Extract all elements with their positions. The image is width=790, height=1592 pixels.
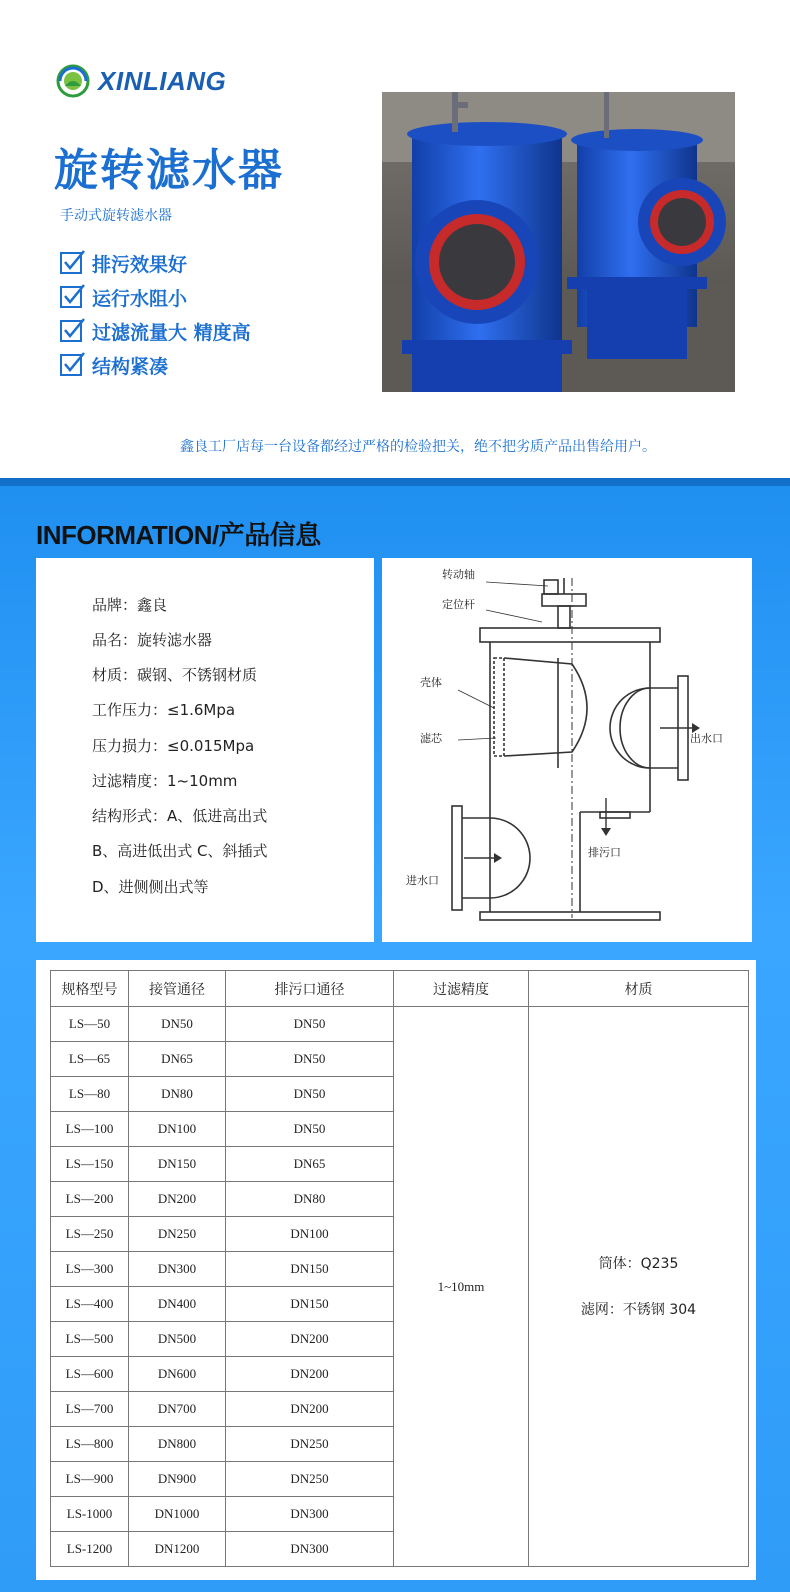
info-filter-precision: 过滤精度：1~10mm	[92, 772, 238, 790]
info-section-title: INFORMATION/产品信息	[36, 520, 321, 550]
cell-drain: DN100	[226, 1217, 394, 1252]
material-body: 筒体：Q235	[598, 1255, 679, 1272]
cell-model: LS—400	[51, 1287, 129, 1322]
cell-drain: DN80	[226, 1182, 394, 1217]
cell-model: LS—250	[51, 1217, 129, 1252]
product-subtitle: 手动式旋转滤水器	[60, 208, 172, 224]
checkmark-icon	[60, 320, 82, 342]
cell-model: LS-1000	[51, 1497, 129, 1532]
cell-drain: DN150	[226, 1252, 394, 1287]
cell-drain: DN50	[226, 1007, 394, 1042]
label-core: 滤芯	[420, 732, 442, 745]
structure-diagram	[382, 558, 752, 942]
cell-pipe: DN700	[129, 1392, 226, 1427]
cell-model: LS—65	[51, 1042, 129, 1077]
cell-pipe: DN500	[129, 1322, 226, 1357]
feature-item	[60, 280, 251, 314]
structure-diagram-card	[382, 558, 752, 942]
cell-drain: DN300	[226, 1497, 394, 1532]
cell-pipe: DN200	[129, 1182, 226, 1217]
cell-drain: DN200	[226, 1357, 394, 1392]
feature-label: 结构紧凑	[92, 355, 169, 378]
header-material: 材质	[529, 971, 749, 1007]
material-mesh: 滤网：不锈钢 304	[580, 1301, 697, 1318]
feature-label: 运行水阻小	[92, 287, 188, 310]
cell-drain: DN250	[226, 1462, 394, 1497]
info-product-name: 品名：旋转滤水器	[92, 631, 213, 649]
cell-drain: DN200	[226, 1322, 394, 1357]
info-structure-d: D、进侧侧出式等	[92, 878, 209, 896]
cell-model: LS—500	[51, 1322, 129, 1357]
cell-model: LS—900	[51, 1462, 129, 1497]
cell-drain: DN150	[226, 1287, 394, 1322]
header-precision: 过滤精度	[394, 971, 529, 1007]
cell-pipe: DN80	[129, 1077, 226, 1112]
hero-section	[0, 0, 790, 478]
spec-table	[50, 970, 749, 1567]
feature-item	[60, 348, 251, 382]
cell-model: LS—700	[51, 1392, 129, 1427]
checkmark-icon	[60, 252, 82, 274]
quality-tagline: 鑫良工厂店每一台设备都经过严格的检验把关，绝不把劣质产品出售给用户。	[180, 439, 656, 455]
cell-pipe: DN65	[129, 1042, 226, 1077]
cell-drain: DN250	[226, 1427, 394, 1462]
cell-pipe: DN50	[129, 1007, 226, 1042]
cell-pipe: DN1000	[129, 1497, 226, 1532]
label-outlet: 出水口	[690, 732, 723, 745]
info-structure: 结构形式：A、低进高出式	[92, 807, 268, 825]
info-brand: 品牌：鑫良	[92, 596, 168, 614]
cell-model: LS—600	[51, 1357, 129, 1392]
cell-drain: DN65	[226, 1147, 394, 1182]
cell-drain: DN50	[226, 1077, 394, 1112]
cell-model: LS—200	[51, 1182, 129, 1217]
cell-material	[529, 1007, 749, 1567]
feature-label: 过滤流量大 精度高	[92, 321, 251, 344]
label-rod: 定位杆	[442, 598, 475, 611]
product-photo	[382, 92, 735, 392]
feature-list	[60, 246, 251, 382]
cell-drain: DN50	[226, 1112, 394, 1147]
cell-model: LS—100	[51, 1112, 129, 1147]
cell-pipe: DN100	[129, 1112, 226, 1147]
checkmark-icon	[60, 354, 82, 376]
cell-pipe: DN250	[129, 1217, 226, 1252]
cell-drain: DN200	[226, 1392, 394, 1427]
logo-text: XINLIANG	[98, 65, 227, 96]
info-structure-b-c: B、高进低出式 C、斜插式	[92, 842, 268, 860]
cell-drain: DN50	[226, 1042, 394, 1077]
brand-logo[interactable]	[56, 64, 226, 98]
spec-table-card	[36, 960, 756, 1580]
product-info-card	[36, 558, 374, 942]
cell-pipe: DN900	[129, 1462, 226, 1497]
feature-label: 排污效果好	[92, 253, 188, 276]
label-shaft: 转动轴	[442, 568, 475, 581]
table-header-row	[51, 971, 749, 1007]
cell-model: LS—80	[51, 1077, 129, 1112]
cell-pipe: DN1200	[129, 1532, 226, 1567]
header-model: 规格型号	[51, 971, 129, 1007]
header-pipe-diameter: 接管通径	[129, 971, 226, 1007]
cell-pipe: DN300	[129, 1252, 226, 1287]
product-title: 旋转滤水器	[54, 145, 284, 196]
cell-model: LS-1200	[51, 1532, 129, 1567]
cell-model: LS—150	[51, 1147, 129, 1182]
label-drain: 排污口	[588, 846, 621, 859]
info-working-pressure: 工作压力：≤1.6Mpa	[92, 701, 236, 719]
feature-item	[60, 246, 251, 280]
cell-pipe: DN800	[129, 1427, 226, 1462]
info-material: 材质：碳钢、不锈钢材质	[92, 666, 258, 684]
feature-item	[60, 314, 251, 348]
cell-pipe: DN600	[129, 1357, 226, 1392]
cell-precision: 1~10mm	[394, 1007, 529, 1567]
xinliang-logo-icon	[56, 64, 90, 98]
cell-pipe: DN150	[129, 1147, 226, 1182]
label-inlet: 进水口	[406, 874, 439, 887]
header-drain-diameter: 排污口通径	[226, 971, 394, 1007]
cell-model: LS—50	[51, 1007, 129, 1042]
cell-model: LS—300	[51, 1252, 129, 1287]
checkmark-icon	[60, 286, 82, 308]
info-pressure-loss: 压力损力：≤0.015Mpa	[92, 737, 255, 755]
cell-pipe: DN400	[129, 1287, 226, 1322]
cell-drain: DN300	[226, 1532, 394, 1567]
label-shell: 壳体	[420, 676, 442, 689]
cell-model: LS—800	[51, 1427, 129, 1462]
table-row	[51, 1007, 749, 1042]
